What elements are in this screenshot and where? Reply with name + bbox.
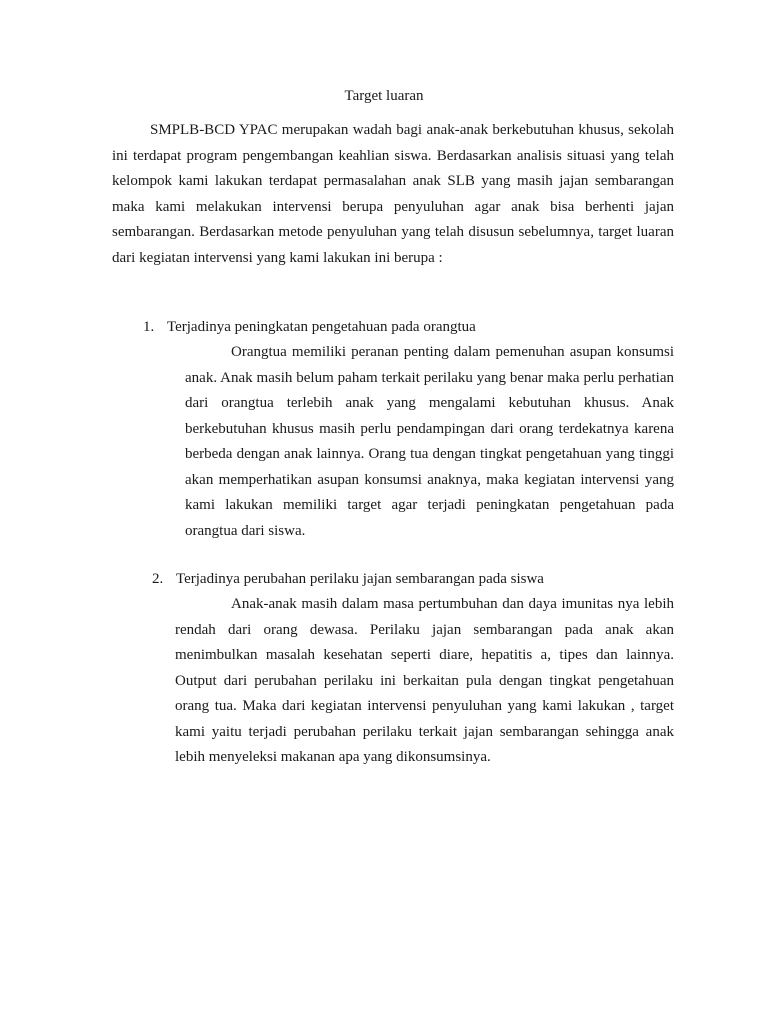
document-title: Target luaran <box>344 88 424 104</box>
list-item-2-body: Anak-anak masih dalam masa pertumbuhan dan daya imunitas nya lebih rendah dari orang dewasa. Perilaku jajan sembarangan pada anak akan menimbulkan masalah kesehatan seperti diare, hepatitis a, tipes dan lainnya. Output dari perubahan perilaku ini berkaitan pula dengan tingkat pengetahuan orang tua. Maka dari kegiatan intervensi penyuluhan yang kami lakukan , target kami yaitu terjadi perubahan perilaku terkait jajan sembarangan sehingga anak lebih menyeleksi makanan apa yang dikonsumsinya. <box>175 596 674 765</box>
list-item-1-title: Terjadinya peningkatan pengetahuan pada orangtua <box>167 319 476 335</box>
list-item-2-title: Terjadinya perubahan perilaku jajan sembarangan pada siswa <box>176 571 544 587</box>
list-item-2-number: 2. <box>152 571 164 587</box>
list-item-2-heading <box>152 569 544 589</box>
list-item-1-heading <box>143 317 476 337</box>
list-item-1-number: 1. <box>143 319 155 335</box>
intro-paragraph: SMPLB-BCD YPAC merupakan wadah bagi anak-anak berkebutuhan khusus, sekolah ini terdapat program pengembangan keahlian siswa. Berdasarkan analisis situasi yang telah kelompok kami lakukan terdapat permasalahan anak SLB yang masih jajan sembarangan maka kami melakukan intervensi berupa penyuluhan agar anak bisa berhenti jajan sembarangan. Berdasarkan metode penyuluhan yang telah disusun sebelumnya, target luaran dari kegiatan intervensi yang kami lakukan ini berupa : <box>112 122 674 266</box>
list-item-1-body: Orangtua memiliki peranan penting dalam pemenuhan asupan konsumsi anak. Anak masih belum paham terkait perilaku yang benar maka perlu perhatian dari orangtua terlebih anak yang mengalami kebutuhan khusus. Anak berkebutuhan khusus masih perlu pendampingan dari orang terdekatnya karena berbeda dengan anak lainnya. Orang tua dengan tingkat pengetahuan yang tinggi akan memperhatikan asupan konsumsi anaknya, maka kegiatan intervensi yang kami lakukan memiliki target agar terjadi peningkatan pengetahuan pada orangtua dari siswa. <box>185 344 674 539</box>
